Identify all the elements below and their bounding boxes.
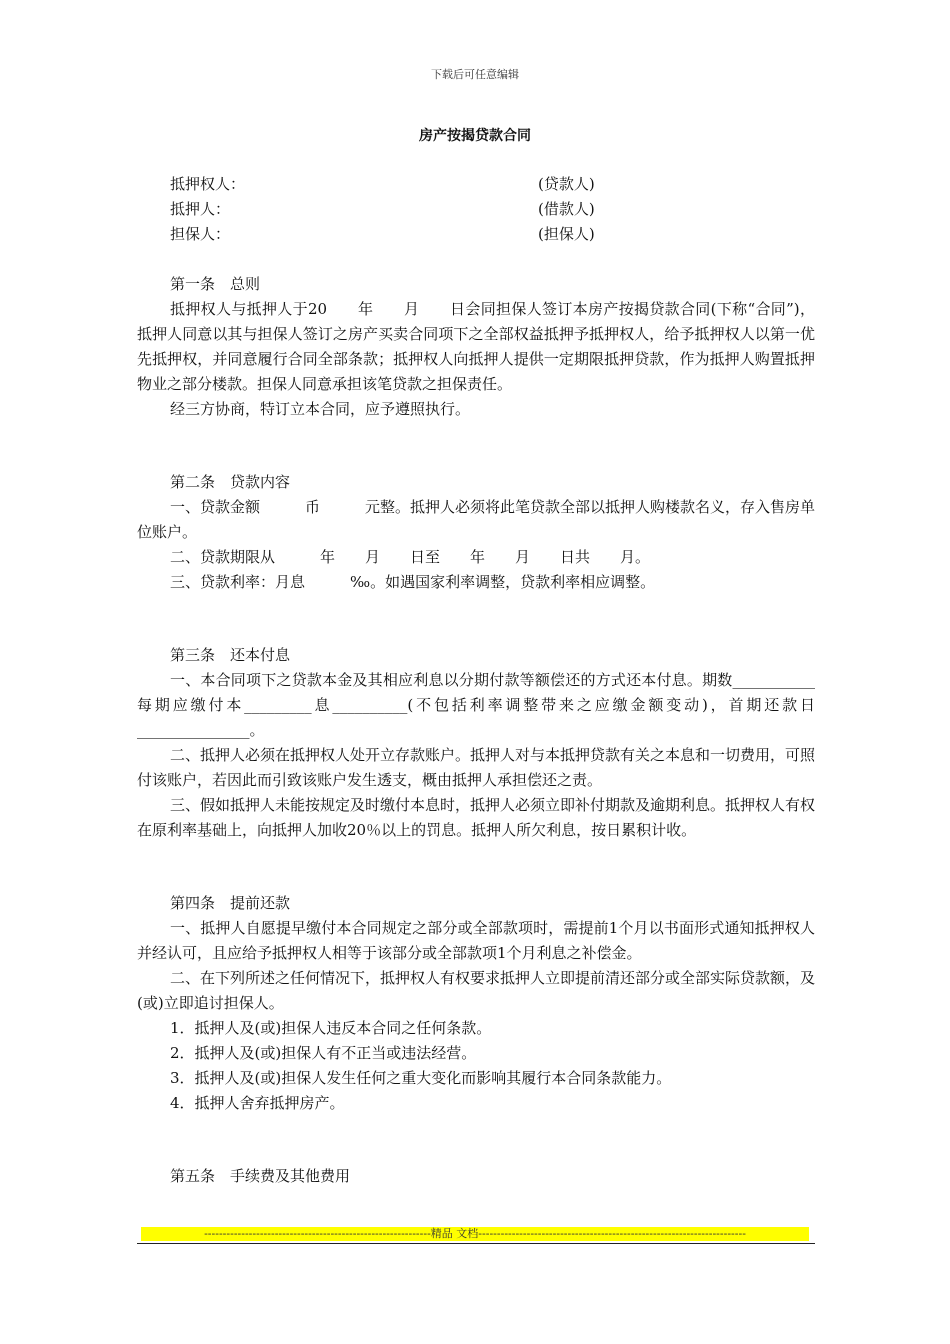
paragraph: 一、本合同项下之贷款本金及其相应利息以分期付款等额偿还的方式还本付息。期数___________每期应缴付本_________息__________(不包括利率调整带来之应缴金额变动)，首期还款日_______________。 bbox=[137, 671, 815, 739]
party-label: 抵押权人： bbox=[170, 175, 246, 193]
paragraph: 三、假如抵押人未能按规定及时缴付本息时，抵押人必须立即补付期款及逾期利息。抵押权人有权在原利率基础上，向抵押人加收20％以上的罚息。抵押人所欠利息，按日累积计收。 bbox=[137, 796, 816, 839]
article-4-title: 第四条 提前还款 bbox=[170, 894, 291, 912]
article-5-title: 第五条 手续费及其他费用 bbox=[170, 1167, 351, 1185]
paragraph: 一、抵押人自愿提早缴付本合同规定之部分或全部款项时，需提前1个月以书面形式通知抵押权人并经认可，且应给予抵押权人相等于该部分或全部款项1个月利息之补偿金。 bbox=[137, 919, 815, 962]
spacer bbox=[137, 422, 815, 470]
list-item: 1．抵押人及(或)担保人违反本合同之任何条款。 bbox=[170, 1019, 492, 1037]
party-row-guarantor bbox=[170, 222, 810, 247]
header-note: 下载后可任意编辑 bbox=[431, 68, 519, 81]
paragraph: 经三方协商，特订立本合同，应予遵照执行。 bbox=[170, 400, 471, 418]
article-1-title: 第一条 总则 bbox=[170, 275, 261, 293]
list-item: 4．抵押人舍弃抵押房产。 bbox=[170, 1094, 345, 1112]
party-role: (担保人) bbox=[538, 225, 595, 243]
document-title: 房产按揭贷款合同 bbox=[419, 128, 531, 144]
paragraph: 一、贷款金额 币 元整。抵押人必须将此笔贷款全部以抵押人购楼款名义，存入售房单位账户。 bbox=[137, 498, 816, 541]
paragraph: 抵押权人与抵押人于20 年 月 日会同担保人签订本房产按揭贷款合同(下称“合同”)，抵押人同意以其与担保人签订之房产买卖合同项下之全部权益抵押予抵押权人，给予抵押权人以第一优先抵押权，并同意履行合同全部条款；抵押权人向抵押人提供一定期限抵押贷款，作为抵押人购置抵押物业之部分楼款。担保人同意承担该笔贷款之担保责任。 bbox=[137, 300, 815, 393]
paragraph: 三、贷款利率：月息 ‰。如遇国家利率调整，贷款利率相应调整。 bbox=[170, 573, 656, 591]
paragraph: 二、在下列所述之任何情况下，抵押权人有权要求抵押人立即提前清还部分或全部实际贷款额，及(或)立即追讨担保人。 bbox=[137, 969, 816, 1012]
spacer bbox=[137, 595, 815, 643]
contract-body bbox=[137, 272, 815, 1189]
party-label: 担保人： bbox=[170, 225, 231, 243]
party-row-mortgagor bbox=[170, 197, 810, 222]
article-2-title: 第二条 贷款内容 bbox=[170, 473, 291, 491]
spacer bbox=[137, 1116, 815, 1164]
parties-block bbox=[170, 172, 810, 247]
paragraph: 二、抵押人必须在抵押权人处开立存款账户。抵押人对与本抵押贷款有关之本息和一切费用，可照付该账户，若因此而引致该账户发生透支，概由抵押人承担偿还之责。 bbox=[137, 746, 816, 789]
article-3-title: 第三条 还本付息 bbox=[170, 646, 291, 664]
party-row-mortgagee bbox=[170, 172, 810, 197]
paragraph: 二、贷款期限从 年 月 日至 年 月 日共 月。 bbox=[170, 548, 651, 566]
footer-highlight: -------------------------------------------------------------精品 文档------------------------------------------------------------------------ bbox=[141, 1227, 809, 1241]
list-item: 2．抵押人及(或)担保人有不正当或违法经营。 bbox=[170, 1044, 477, 1062]
list-item: 3．抵押人及(或)担保人发生任何之重大变化而影响其履行本合同条款能力。 bbox=[170, 1069, 672, 1087]
party-role: (贷款人) bbox=[538, 175, 595, 193]
footer-divider bbox=[137, 1243, 815, 1244]
party-role: (借款人) bbox=[538, 200, 595, 218]
spacer bbox=[137, 843, 815, 891]
party-label: 抵押人： bbox=[170, 200, 231, 218]
